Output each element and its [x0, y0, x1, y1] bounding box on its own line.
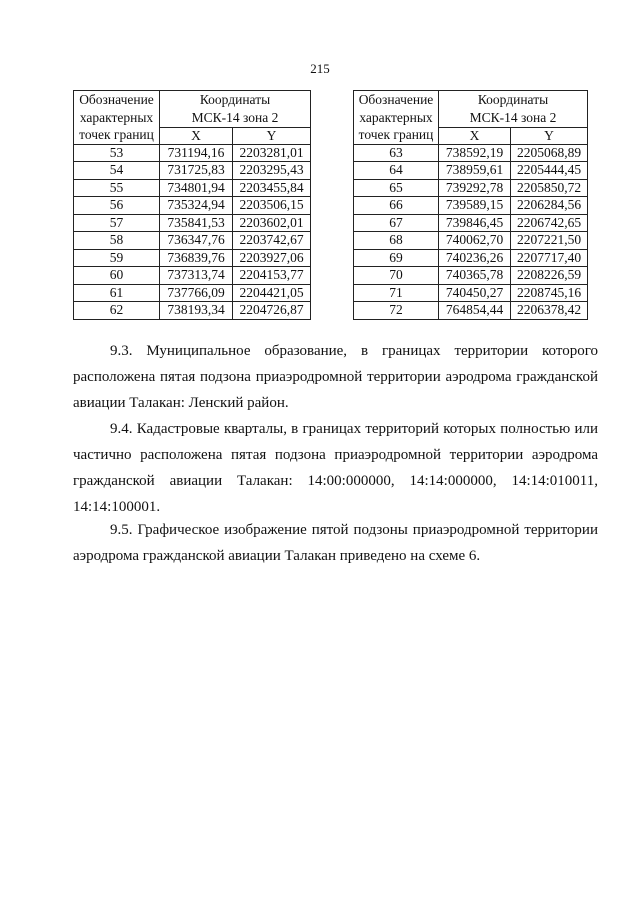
point-number-cell: 67: [354, 214, 439, 232]
table-row: [74, 197, 311, 215]
point-number-cell: 64: [354, 162, 439, 180]
coord-y-cell: 2207221,50: [511, 232, 588, 250]
coord-x-cell: 738193,34: [160, 302, 233, 320]
point-number-cell: 56: [74, 197, 160, 215]
coord-y-cell: 2203602,01: [233, 214, 311, 232]
table-body: [354, 91, 588, 320]
coord-y-cell: 2205850,72: [511, 179, 588, 197]
coord-x-cell: 740450,27: [439, 284, 511, 302]
coord-x-cell: 738959,61: [439, 162, 511, 180]
header-coord-system: МСК-14 зона 2: [160, 109, 311, 128]
paragraph-9-5: [73, 517, 598, 569]
point-number-cell: 71: [354, 284, 439, 302]
table-row: [354, 179, 588, 197]
table-row: [354, 302, 588, 320]
coord-x-cell: 740236,26: [439, 249, 511, 267]
coord-y-cell: 2203455,84: [233, 179, 311, 197]
table-row: [354, 267, 588, 285]
coord-x-cell: 736347,76: [160, 232, 233, 250]
coord-x-cell: 739292,78: [439, 179, 511, 197]
point-number-cell: 70: [354, 267, 439, 285]
coord-y-cell: 2206284,56: [511, 197, 588, 215]
table-row: [74, 162, 311, 180]
coord-x-cell: 739589,15: [439, 197, 511, 215]
header-axis-y: Y: [233, 128, 311, 144]
coord-x-cell: 731194,16: [160, 144, 233, 162]
paragraph-line: гражданской авиации Талакан: 14:00:000000, 14:14:000000, 14:14:010011,: [73, 473, 598, 489]
coordinates-table-right: [353, 90, 588, 320]
point-number-cell: 66: [354, 197, 439, 215]
coord-x-cell: 740062,70: [439, 232, 511, 250]
paragraph-9-4: [73, 416, 598, 520]
coord-x-cell: 740365,78: [439, 267, 511, 285]
paragraph-line: 9.3. Муниципальное образование, в границах территории которого: [110, 343, 598, 359]
paragraph-line: аэродрома гражданской авиации Талакан приведено на схеме 6.: [73, 548, 481, 564]
point-number-cell: 63: [354, 144, 439, 162]
header-row: [354, 91, 588, 110]
point-number-cell: 68: [354, 232, 439, 250]
point-number-cell: 61: [74, 284, 160, 302]
table-row: [354, 214, 588, 232]
coord-y-cell: 2205444,45: [511, 162, 588, 180]
coord-y-cell: 2208745,16: [511, 284, 588, 302]
header-point-line: точек границ: [79, 127, 154, 142]
coord-x-cell: 738592,19: [439, 144, 511, 162]
point-number-cell: 57: [74, 214, 160, 232]
table-row: [354, 197, 588, 215]
paragraph-line: авиации Талакан: Ленский район.: [73, 395, 289, 411]
point-number-cell: 72: [354, 302, 439, 320]
header-row: [74, 91, 311, 110]
point-number-cell: 60: [74, 267, 160, 285]
header-axis-x: X: [160, 128, 233, 144]
page-number: 215: [310, 61, 330, 76]
header-point-line: Обозначение: [358, 92, 434, 107]
table-row: [354, 232, 588, 250]
table-row: [354, 284, 588, 302]
coord-x-cell: 764854,44: [439, 302, 511, 320]
point-number-cell: 58: [74, 232, 160, 250]
paragraph-line: 14:14:100001.: [73, 499, 161, 515]
coord-y-cell: 2203295,43: [233, 162, 311, 180]
paragraph-line: 9.4. Кадастровые кварталы, в границах территорий которых полностью или: [110, 421, 598, 437]
coordinates-table-left: [73, 90, 311, 320]
coord-y-cell: 2206378,42: [511, 302, 588, 320]
table-row: [354, 249, 588, 267]
table-row: [74, 267, 311, 285]
header-point-line: характерных: [79, 109, 154, 125]
header-point-line: характерных: [359, 109, 433, 125]
coord-y-cell: 2204421,05: [233, 284, 311, 302]
header-axis-x: X: [439, 128, 511, 144]
coord-x-cell: 735324,94: [160, 197, 233, 215]
point-number-cell: 69: [354, 249, 439, 267]
table-body: [74, 91, 311, 320]
header-point-designation: [74, 91, 160, 145]
table-row: [74, 302, 311, 320]
point-number-cell: 59: [74, 249, 160, 267]
coord-y-cell: 2203742,67: [233, 232, 311, 250]
coord-y-cell: 2207717,40: [511, 249, 588, 267]
table-row: [74, 179, 311, 197]
point-number-cell: 54: [74, 162, 160, 180]
coord-x-cell: 737766,09: [160, 284, 233, 302]
paragraph-line: частично расположена пятая подзона приаэродромной территории аэродрома: [73, 447, 598, 463]
table-row: [74, 232, 311, 250]
paragraph-line: 9.5. Графическое изображение пятой подзоны приаэродромной территории: [110, 522, 598, 538]
header-point-line: Обозначение: [79, 92, 154, 107]
header-axis-y: Y: [511, 128, 588, 144]
coord-y-cell: 2205068,89: [511, 144, 588, 162]
header-point-designation: [354, 91, 439, 145]
coord-x-cell: 737313,74: [160, 267, 233, 285]
table-row: [354, 144, 588, 162]
header-coord-system: МСК-14 зона 2: [439, 109, 588, 128]
table-row: [74, 144, 311, 162]
table-row: [74, 284, 311, 302]
point-number-cell: 65: [354, 179, 439, 197]
coord-y-cell: 2203506,15: [233, 197, 311, 215]
header-coord-title: Координаты: [477, 92, 549, 108]
header-point-line: точек границ: [358, 127, 434, 142]
coord-y-cell: 2203927,06: [233, 249, 311, 267]
header-coordinates: [160, 91, 311, 110]
table-row: [354, 162, 588, 180]
point-number-cell: 62: [74, 302, 160, 320]
coord-x-cell: 735841,53: [160, 214, 233, 232]
coord-y-cell: 2204153,77: [233, 267, 311, 285]
coord-x-cell: 736839,76: [160, 249, 233, 267]
coord-y-cell: 2204726,87: [233, 302, 311, 320]
coord-y-cell: 2206742,65: [511, 214, 588, 232]
table-row: [74, 249, 311, 267]
header-coord-title: Координаты: [199, 92, 271, 108]
coord-x-cell: 734801,94: [160, 179, 233, 197]
coord-x-cell: 739846,45: [439, 214, 511, 232]
coord-y-cell: 2208226,59: [511, 267, 588, 285]
paragraph-9-3: [73, 338, 598, 416]
point-number-cell: 55: [74, 179, 160, 197]
coord-x-cell: 731725,83: [160, 162, 233, 180]
header-coordinates: [439, 91, 588, 110]
paragraph-line: расположена пятая подзона приаэродромной территории аэродрома гражданской: [73, 369, 598, 385]
coord-y-cell: 2203281,01: [233, 144, 311, 162]
table-row: [74, 214, 311, 232]
point-number-cell: 53: [74, 144, 160, 162]
